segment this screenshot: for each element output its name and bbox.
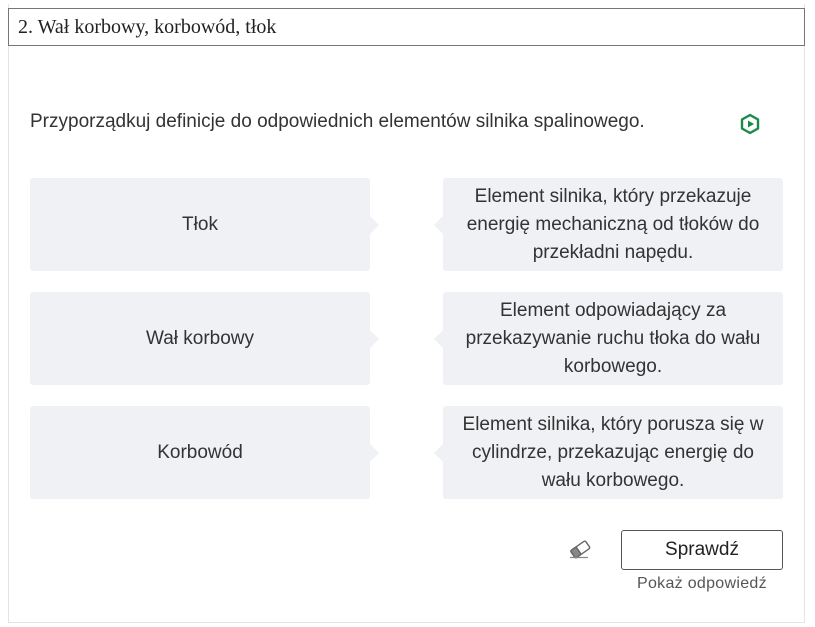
activity-title	[8, 8, 805, 46]
instruction-text: Przyporządkuj definicje do odpowiednich elementów silnika spalinowego.	[30, 111, 645, 132]
definition-tile-3[interactable]	[443, 406, 783, 499]
show-answer-link[interactable]: Pokaż odpowiedź	[637, 575, 767, 592]
term-tile-wal-korbowy[interactable]	[30, 292, 370, 385]
definition-label: Element silnika, który porusza się w cylindrze, przekazując energię do wału korbowego.	[462, 413, 764, 491]
term-label: Tłok	[182, 213, 218, 235]
activity-title-text: 2. Wał korbowy, korbowód, tłok	[18, 15, 277, 38]
h5p-hexagon-play-icon	[739, 113, 761, 135]
term-label: Wał korbowy	[145, 327, 255, 349]
term-tile-korbowod[interactable]	[30, 406, 370, 499]
definition-label: Element odpowiadający za przekazywanie ruchu tłoka do wału korbowego.	[465, 299, 761, 377]
eraser-icon[interactable]	[568, 539, 592, 559]
definition-tile-1[interactable]	[443, 178, 783, 271]
check-button[interactable]: Sprawdź	[621, 530, 783, 570]
term-label: Korbowód	[157, 441, 243, 463]
term-tile-tlok[interactable]	[30, 178, 370, 271]
definition-tile-2[interactable]	[443, 292, 783, 385]
definition-label: Element silnika, który przekazuje energię mechaniczną od tłoków do przekładni napędu.	[466, 185, 760, 263]
